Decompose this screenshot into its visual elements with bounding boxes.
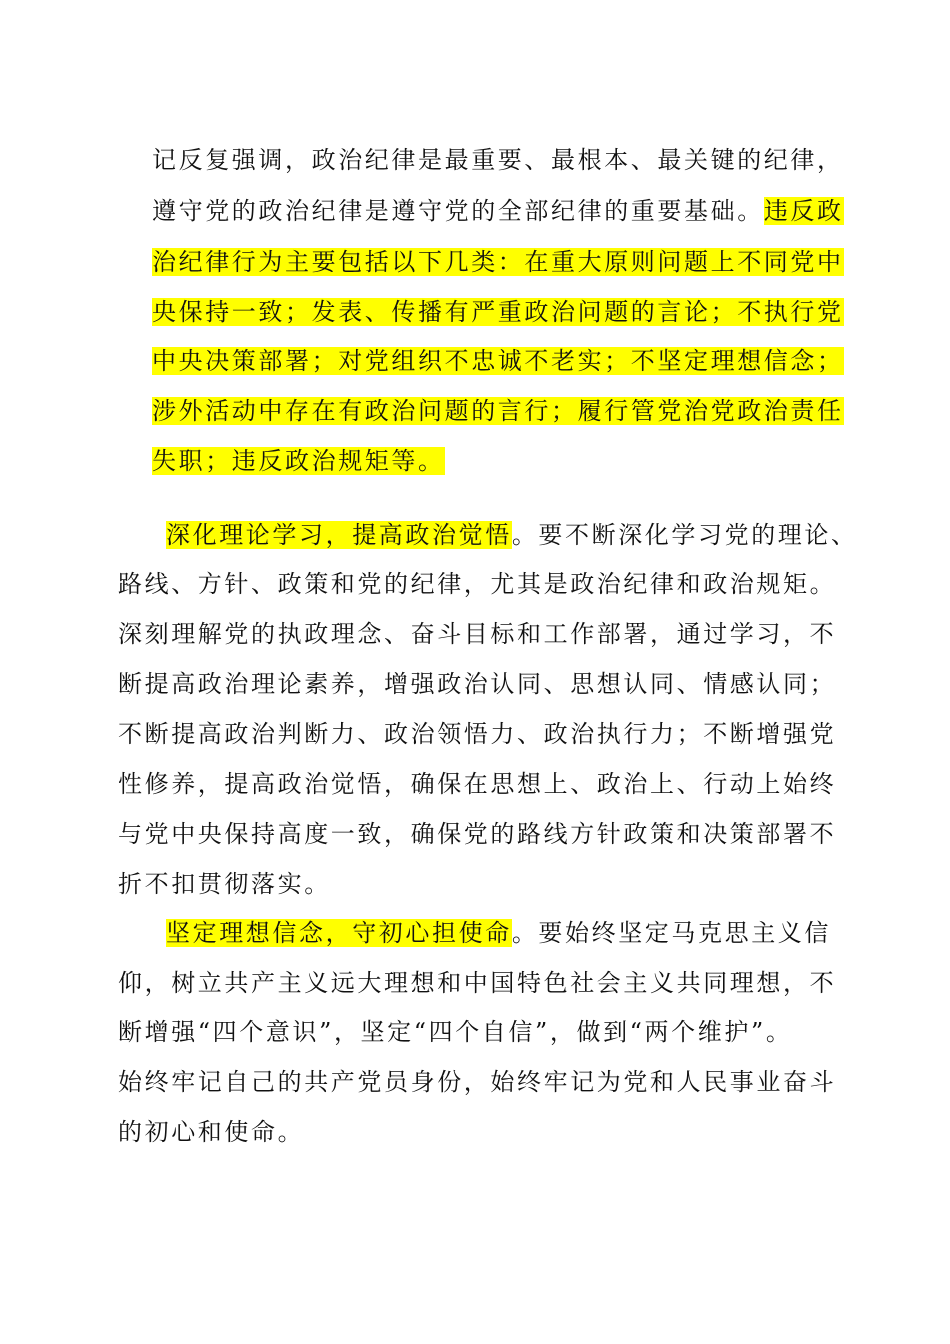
highlighted-text: 失职；违反政治规矩等。 [152, 447, 445, 475]
text-line [118, 766, 836, 802]
text-span: 的初心和使命。 [118, 1118, 305, 1146]
text-span: 断提高政治理论素养，增强政治认同、思想认同、情感认同； [118, 670, 837, 698]
text-line [152, 142, 844, 178]
text-span: 始终牢记自己的共产党员身份，始终牢记为党和人民事业奋斗 [118, 1068, 837, 1096]
section-heading: 深化理论学习，提高政治觉悟 [166, 521, 512, 549]
text-line [118, 866, 331, 902]
text-line [152, 244, 844, 280]
text-line [118, 816, 836, 852]
text-line [166, 915, 831, 951]
text-span: 记反复强调，政治纪律是最重要、最根本、最关键的纪律， [152, 146, 844, 174]
text-line [152, 294, 844, 330]
section-heading: 坚定理想信念，守初心担使命 [166, 919, 512, 947]
highlighted-text: 涉外活动中存在有政治问题的言行；履行管党治党政治责任 [152, 397, 844, 425]
text-line [118, 716, 836, 752]
highlighted-text: 中央决策部署；对党组织不忠诚不老实；不坚定理想信念； [152, 347, 844, 375]
text-line [118, 616, 836, 652]
text-line [118, 666, 836, 702]
text-line [152, 343, 844, 379]
text-span: 与党中央保持高度一致，确保党的路线方针政策和决策部署不 [118, 820, 837, 848]
text-line [152, 443, 445, 479]
text-span: 路线、方针、政策和党的纪律，尤其是政治纪律和政治规矩。 [118, 570, 837, 598]
text-span: 仰，树立共产主义远大理想和中国特色社会主义共同理想，不 [118, 969, 837, 997]
text-line [118, 1064, 836, 1100]
text-span: 折不扣贯彻落实。 [118, 870, 331, 898]
text-span: 不断提高政治判断力、政治领悟力、政治执行力；不断增强党 [118, 720, 837, 748]
text-span: 。要始终坚定马克思主义信 [511, 919, 832, 947]
text-line [152, 393, 844, 429]
highlighted-text: 治纪律行为主要包括以下几类：在重大原则问题上不同党中 [152, 248, 844, 276]
highlighted-text: 央保持一致；发表、传播有严重政治问题的言论；不执行党 [152, 298, 844, 326]
text-line [118, 566, 836, 602]
highlighted-text: 违反政 [763, 197, 844, 225]
text-span: 断增强“四个意识”，坚定“四个自信”，做到“两个维护”。 [118, 1018, 793, 1046]
text-line [118, 1114, 304, 1150]
text-span: 。要不断深化学习党的理论、 [511, 521, 858, 549]
text-line [118, 965, 836, 1001]
text-span: 深刻理解党的执政理念、奋斗目标和工作部署，通过学习，不 [118, 620, 837, 648]
text-span: 遵守党的政治纪律是遵守党的全部纪律的重要基础。 [152, 197, 764, 225]
text-line [166, 517, 858, 553]
text-line [152, 193, 844, 229]
text-line [118, 1014, 792, 1050]
text-span: 性修养，提高政治觉悟，确保在思想上、政治上、行动上始终 [118, 770, 837, 798]
